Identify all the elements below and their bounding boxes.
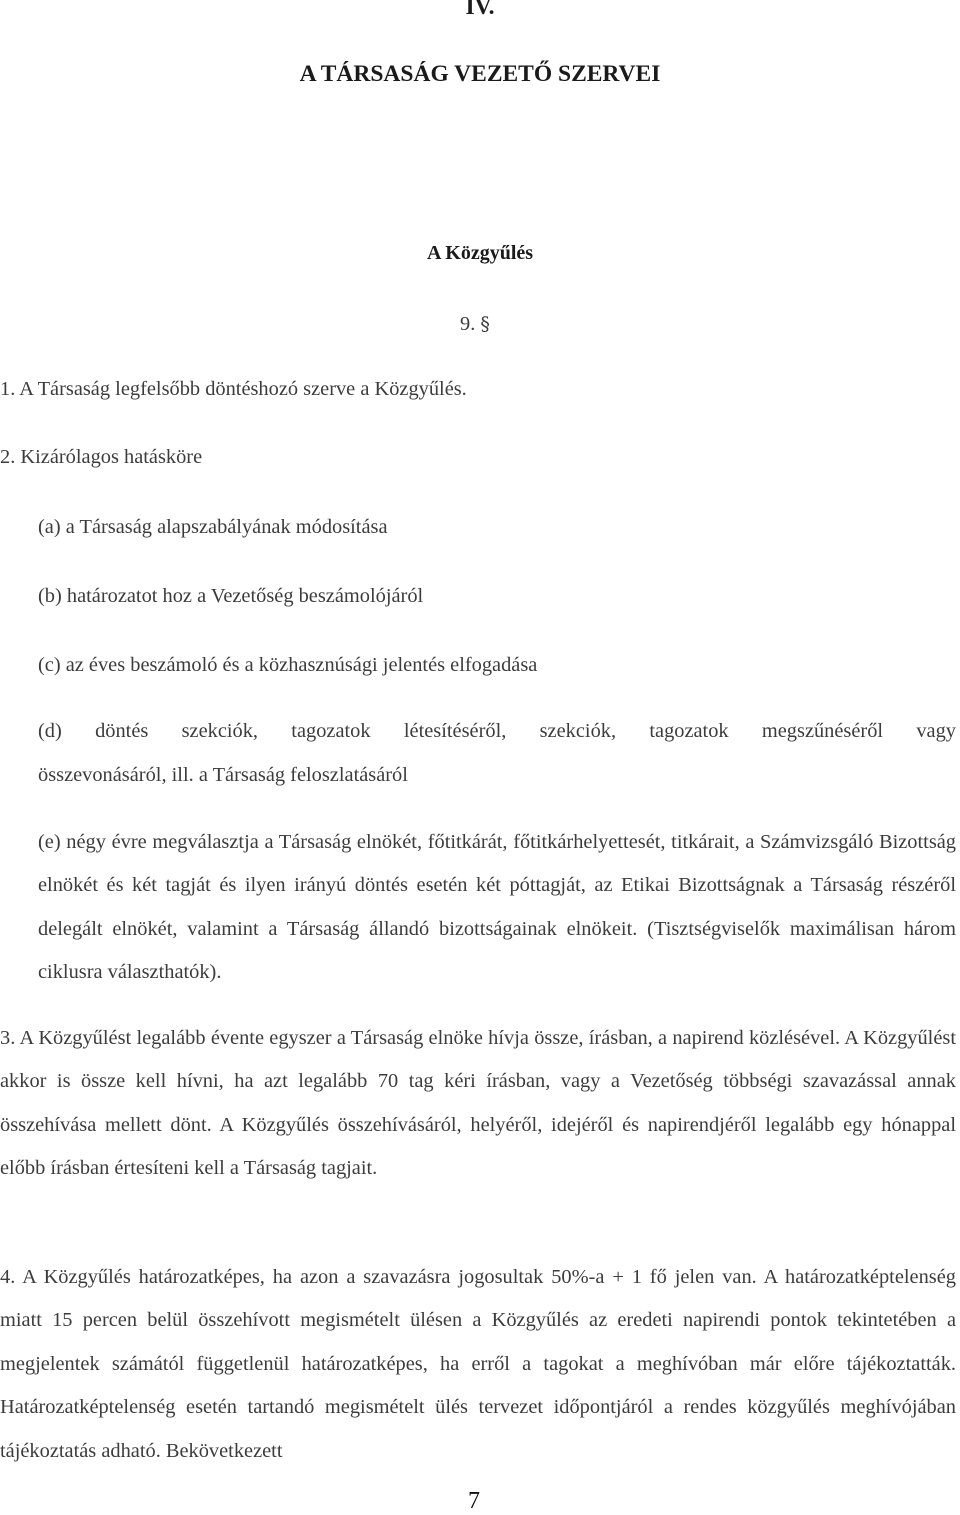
point-2: 2. Kizárólagos hatásköre xyxy=(0,446,203,468)
paragraph-heading xyxy=(460,313,490,336)
item-b: (b) határozatot hoz a Vezetőség beszámolójáról xyxy=(38,585,424,607)
item-c: (c) az éves beszámoló és a közhasznúsági jelentés elfogadása xyxy=(38,654,538,676)
page-number: 7 xyxy=(468,1488,480,1514)
section-title: A Közgyűlés xyxy=(426,242,534,264)
item-e: (e) négy évre megválasztja a Társaság elnökét, főtitkárát, főtitkárhelyettesét, titkárait, a Számvizsgáló Bizottság elnökét és két tagját és ilyen irányú döntés esetén két póttagját, az Etikai Bizottságnak a Társaság részéről delegált elnökét, valamint a Társaság állandó bizottságainak elnökeit. (Tisztségviselők maximálisan három ciklusra választhatók). xyxy=(38,831,956,984)
point-1: 1. A Társaság legfelsőbb döntéshozó szerve a Közgyűlés. xyxy=(0,378,467,400)
chapter-number: IV. xyxy=(465,0,495,20)
item-d-line-2: összevonásáról, ill. a Társaság feloszlatásáról xyxy=(38,764,408,786)
paragraph-number: 9. xyxy=(460,313,476,335)
chapter-title: A TÁRSASÁG VEZETŐ SZERVEI xyxy=(299,61,661,87)
item-d-line-1: (d) döntés szekciók, tagozatok létesítéséről, szekciók, tagozatok megszűnéséről vagy xyxy=(38,720,956,742)
paragraph-symbol: § xyxy=(480,313,490,335)
item-a: (a) a Társaság alapszabályának módosítása xyxy=(38,516,388,538)
point-3: 3. A Közgyűlést legalább évente egyszer a Társaság elnöke hívja össze, írásban, a napirend közlésével. A Közgyűlést akkor is össze kell hívni, ha azt legalább 70 tag kéri írásban, vagy a Vezetőség többségi szavazással annak összehívása mellett dönt. A Közgyűlés összehívásáról, helyéről, idejéről és napirendjéről legalább egy hónappal előbb írásban értesíteni kell a Társaság tagjait. xyxy=(0,1027,956,1180)
point-4: 4. A Közgyűlés határozatképes, ha azon a szavazásra jogosultak 50%-a + 1 fő jelen van. A határozatképtelenség miatt 15 percen belül összehívott megismételt ülésen a Közgyűlés az eredeti napirendi pontok tekintetében a megjelentek számától függetlenül határozatképes, ha erről a tagokat a meghívóban már előre tájékoztatták. Határozatképtelenség esetén tartandó megismételt ülés tervezet időpontjáról a rendes közgyűlés meghívójában tájékoztatás adható. Bekövetkezett xyxy=(0,1266,956,1462)
